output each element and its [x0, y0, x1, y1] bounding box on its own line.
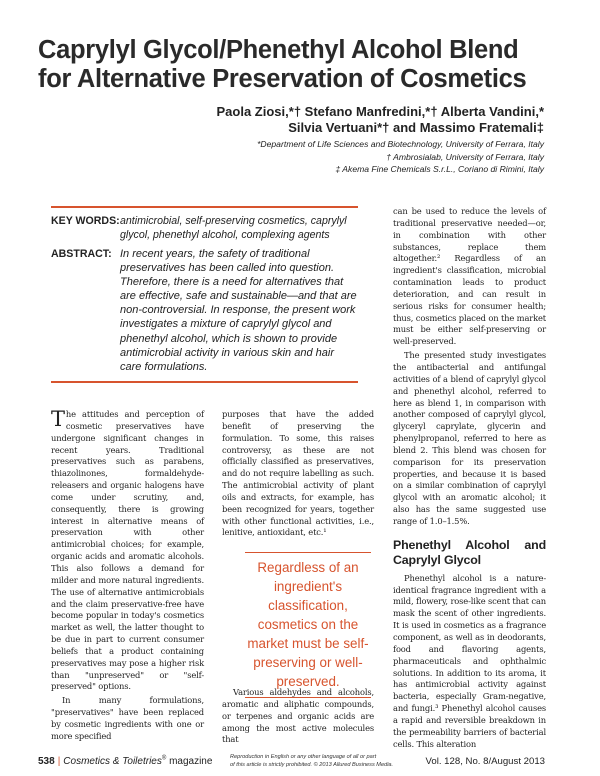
page-number: 538 — [38, 756, 55, 767]
paragraph: Various aldehydes and alcohols, aromatic and aliphatic compounds, or terpenes and organic acids are among the most active molecules that — [222, 687, 374, 745]
paragraph — [51, 409, 204, 693]
body-column-3 — [393, 206, 546, 750]
paragraph: In many formulations, "preservatives" have been replaced by cosmetic ingredients with one or more specified — [51, 695, 204, 741]
paragraph: The presented study investigates the antibacterial and antifungal activities of a blend of caprylyl glycol and phenethyl alcohol, referred to here as blend 1, in comparison with another composed of caprylyl glycol, glyceryl caprylate, glycerin and phenylpropanol, referred to here as blend 2. This blend was chosen for comparison for its preservation properties, and because it is based on a similar combination of caprylyl glycol with an aromatic alcohol; it also has the same suggested use range of 1.0–1.5%. — [393, 350, 546, 526]
abstract-text: In recent years, the safety of traditional preservatives has been called into question. Therefore, there is a need for alternatives that are effective, safe and sustainable—and that are non-controversial. In response, the present work investigates a mixture of caprylyl glycol and phenethyl alcohol, which is shown to provide antimicrobial activity in various skin and hair care formulations. — [120, 248, 357, 373]
paragraph: purposes that have the added benefit of preserving the formulation. To some, this raises controversy, as these are not officially classified as preservatives, and do not require labelling as such. The antimicrobial activity of plant oils and extracts, for example, has been recognized for years, together with other functional activities, i.e., lenitive, antioxidant, etc.¹ — [222, 409, 374, 538]
copyright-line-2: of this article is strictly prohibited. © 2013 Allured Business Media. — [230, 762, 394, 768]
copyright-line-1: Reproduction in English or any other language of all or part — [230, 754, 377, 760]
keywords-text: antimicrobial, self-preserving cosmetics, caprylyl glycol, phenethyl alcohol, complexing agents — [120, 215, 347, 241]
magazine-name: Cosmetics & Toiletries — [63, 756, 162, 767]
article-title — [38, 36, 578, 94]
affiliation-1: *Department of Life Sciences and Biotechnology, University of Ferrara, Italy — [257, 139, 544, 149]
abstract-label: ABSTRACT: — [51, 248, 112, 260]
paragraph: Phenethyl alcohol is a nature-identical fragrance ingredient with a mild, flowery, rose-like scent that can mask the scent of other ingredients. It is used in cosmetics as a fragrance component, as well as in deodorants, food and flavoring agents, pharmaceuticals and ophthalmic solutions. In addition to its aroma, it has antimicrobial activity against bacteria, especially Gram-negative, and fungi.³ Phenethyl alcohol causes a rapid and reversible breakdown in the permeability barriers of bacterial cells. This alteration — [393, 572, 546, 749]
drop-cap: T — [51, 407, 65, 431]
magazine-suffix: magazine — [169, 756, 213, 767]
title-line-2: for Alternative Preservation of Cosmetics — [38, 65, 527, 93]
body-column-2 — [222, 409, 374, 539]
author-list — [217, 104, 544, 136]
authors-line-2: Silvia Vertuani*† and Massimo Fratemali‡ — [288, 120, 544, 135]
keywords-label: KEY WORDS: — [51, 215, 120, 227]
authors-line-1: Paola Ziosi,*† Stefano Manfredini,*† Alberta Vandini,* — [216, 104, 544, 119]
abstract-row — [51, 247, 358, 374]
title-line-1: Caprylyl Glycol/Phenethyl Alcohol Blend — [38, 36, 519, 64]
paragraph: can be used to reduce the levels of traditional preservative needed—or, in combination with other substances, replace them altogether.² Regardless of an ingredient's classification, microbial contamination leads to product deterioration, and can result in serious risks for consumer health; thus, cosmetics placed on the market must be either self-preserving or well-preserved. — [393, 206, 546, 347]
body-column-1 — [51, 409, 204, 743]
affiliations — [257, 138, 544, 176]
body-column-2-lower — [222, 687, 374, 746]
copyright-notice — [230, 753, 420, 769]
keywords-abstract-box — [51, 206, 358, 383]
paragraph-text: he attitudes and perception of cosmetic preservatives have undergone significant changes in recent years. Traditional preservatives such as parabens, thiazolinones, formaldehyde-releasers and organic halogens have come under scrutiny, and, consequently, there is growing interest in alternative means of preservation with other antimicrobial choices; for example, organic acids and aromatic alcohols. This also follows a demand for milder and more natural ingredients. The use of alternative antimicrobials and the claim preservative-free have become popular in today's cosmetics market as well, the latter thought to be due in part to current consumer beliefs that a product containing preservatives may pose a higher risk than "unpreserved" or "self-preserved" options. — [51, 409, 204, 692]
issue-info: Vol. 128, No. 8/August 2013 — [425, 756, 545, 767]
section-heading: Phenethyl Alcohol and Caprylyl Glycol — [393, 537, 546, 568]
affiliation-2: † Ambrosialab, University of Ferrara, Italy — [386, 151, 544, 162]
page-footer-left: 538 | Cosmetics & Toiletries® magazine — [38, 755, 213, 767]
pull-quote: Regardless of an ingredient's classification, cosmetics on the market must be self-preserving or well-preserved. — [245, 552, 371, 698]
keywords-row — [51, 214, 358, 242]
affiliation-3: ‡ Akema Fine Chemicals S.r.L., Coriano di Rimini, Italy — [335, 164, 544, 174]
